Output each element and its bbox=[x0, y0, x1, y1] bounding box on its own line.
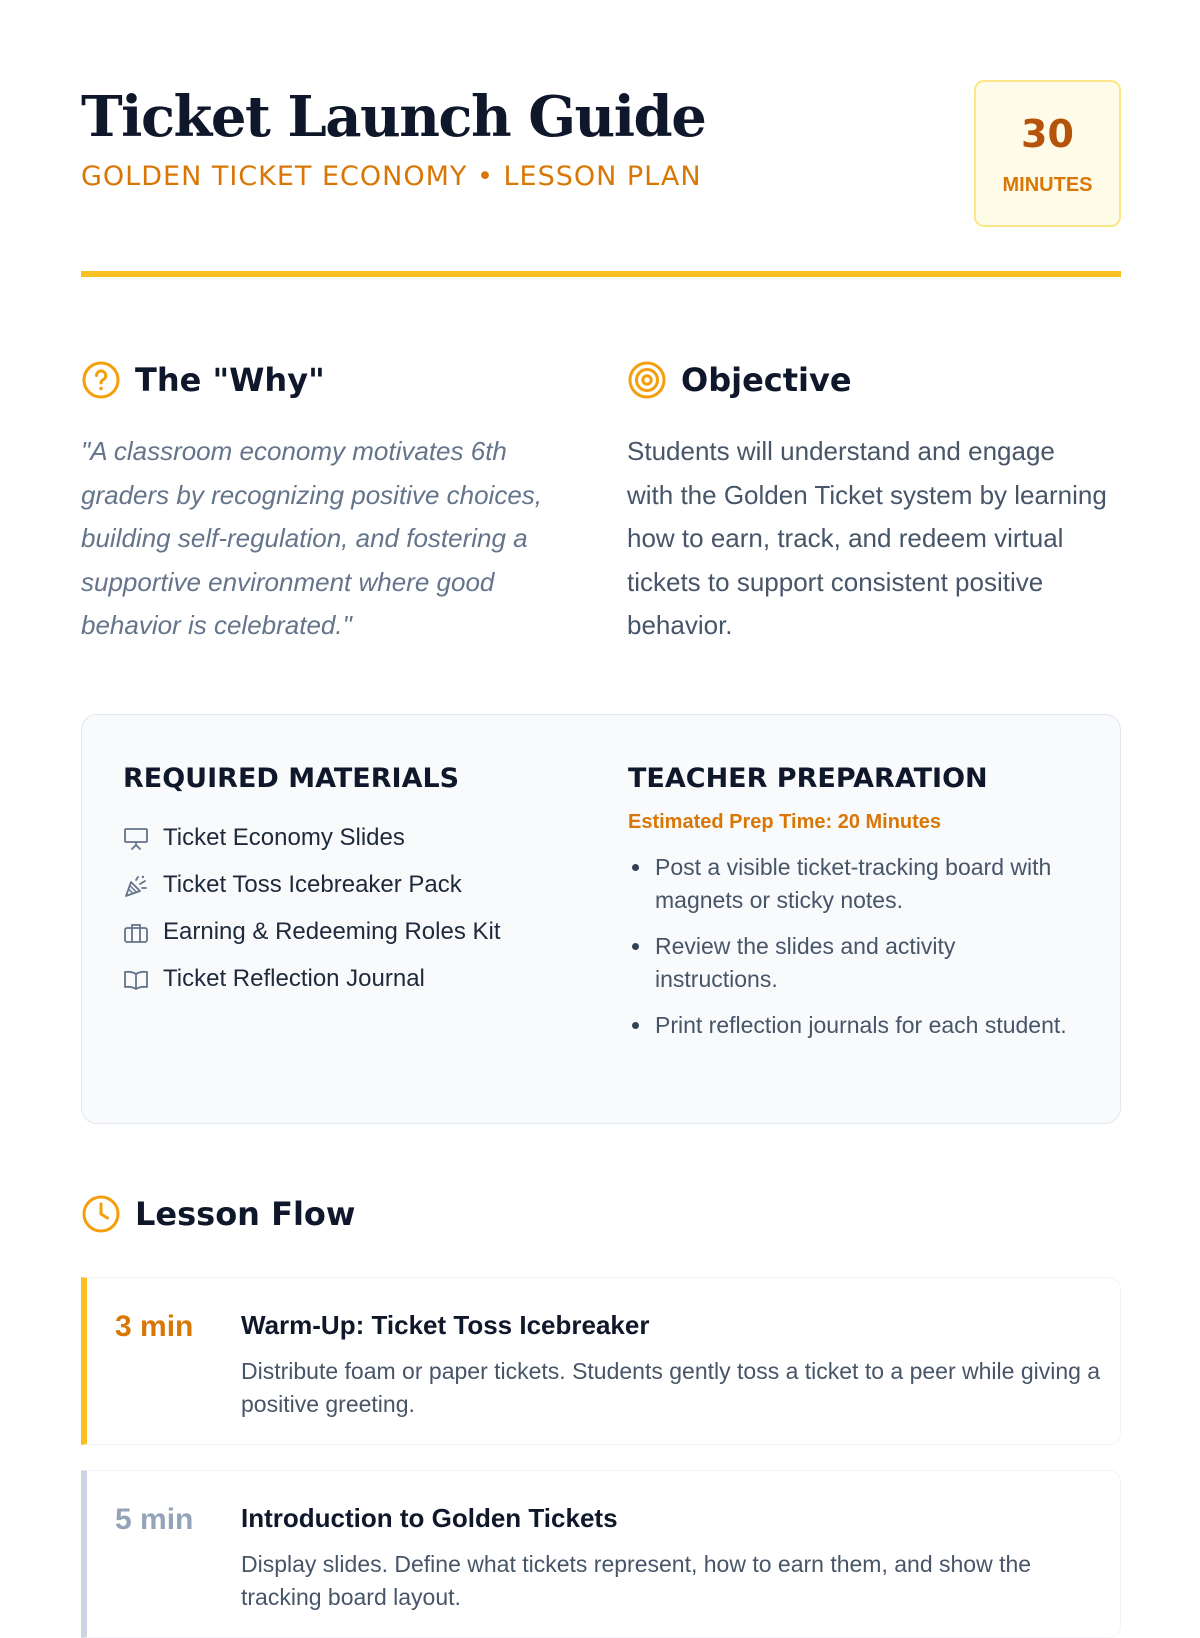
prep-item bbox=[628, 930, 1068, 996]
lesson-flow-heading-row bbox=[81, 1192, 561, 1236]
duration-unit: MINUTES bbox=[1002, 174, 1093, 196]
material-label: Earning & Redeeming Roles Kit bbox=[163, 918, 501, 945]
materials-column bbox=[123, 761, 563, 992]
page-header bbox=[81, 80, 1121, 276]
materials-list bbox=[123, 823, 501, 1011]
material-item bbox=[123, 823, 501, 870]
header-divider bbox=[81, 271, 1121, 277]
materials-heading: REQUIRED MATERIALS bbox=[123, 763, 460, 794]
page-subtitle: GOLDEN TICKET ECONOMY • LESSON PLAN bbox=[81, 161, 702, 192]
party-popper-icon bbox=[123, 874, 149, 898]
material-item bbox=[123, 964, 501, 1011]
page-title: Ticket Launch Guide bbox=[81, 84, 706, 150]
material-item bbox=[123, 917, 501, 964]
bullet-icon bbox=[632, 864, 639, 871]
step-time: 5 min bbox=[115, 1503, 194, 1536]
presentation-icon bbox=[123, 827, 149, 851]
why-section bbox=[81, 358, 561, 640]
step-title: Introduction to Golden Tickets bbox=[241, 1503, 618, 1533]
question-circle-icon bbox=[81, 360, 121, 400]
preparation-heading: TEACHER PREPARATION bbox=[628, 763, 988, 794]
material-label: Ticket Toss Icebreaker Pack bbox=[163, 871, 462, 898]
briefcase-icon bbox=[123, 921, 149, 945]
prep-item bbox=[628, 851, 1068, 917]
lesson-step bbox=[81, 1277, 1121, 1445]
objective-section bbox=[627, 358, 1107, 640]
duration-badge bbox=[974, 80, 1121, 227]
preparation-column bbox=[628, 761, 1088, 1038]
bullet-icon bbox=[632, 1022, 639, 1029]
preparation-list bbox=[628, 851, 1068, 1055]
bullet-icon bbox=[632, 943, 639, 950]
prep-time: Estimated Prep Time: 20 Minutes bbox=[628, 811, 942, 833]
target-icon bbox=[627, 360, 667, 400]
objective-heading: Objective bbox=[681, 361, 852, 399]
materials-prep-card bbox=[81, 714, 1121, 1124]
material-item bbox=[123, 870, 501, 917]
objective-text: Students will understand and engage with the Golden Ticket system by learning how to earn, track, and redeem virtual tickets to support consistent positive behavior. bbox=[627, 436, 1107, 640]
book-open-icon bbox=[123, 968, 149, 992]
lesson-step bbox=[81, 1470, 1121, 1638]
step-description: Distribute foam or paper tickets. Students gently toss a ticket to a peer while giving a positive greeting. bbox=[241, 1358, 1101, 1417]
material-label: Ticket Reflection Journal bbox=[163, 965, 425, 992]
objective-heading-row bbox=[627, 358, 1107, 402]
why-heading: The "Why" bbox=[135, 361, 325, 399]
clock-icon bbox=[81, 1194, 121, 1234]
prep-item-text: Review the slides and activity instructions. bbox=[655, 933, 956, 992]
step-time: 3 min bbox=[115, 1310, 194, 1343]
prep-item-text: Print reflection journals for each student. bbox=[655, 1012, 1067, 1038]
why-text: "A classroom economy motivates 6th graders by recognizing positive choices, building self-regulation, and fostering a supportive environment where good behavior is celebrated." bbox=[81, 436, 543, 640]
duration-value: 30 bbox=[1021, 112, 1074, 156]
prep-item-text: Post a visible ticket-tracking board with magnets or sticky notes. bbox=[655, 854, 1052, 913]
material-label: Ticket Economy Slides bbox=[163, 824, 405, 851]
lesson-flow-heading: Lesson Flow bbox=[135, 1195, 356, 1233]
step-description: Display slides. Define what tickets represent, how to earn them, and show the tracking board layout. bbox=[241, 1551, 1032, 1610]
why-heading-row bbox=[81, 358, 561, 402]
step-title: Warm-Up: Ticket Toss Icebreaker bbox=[241, 1310, 650, 1340]
prep-item bbox=[628, 1009, 1068, 1042]
